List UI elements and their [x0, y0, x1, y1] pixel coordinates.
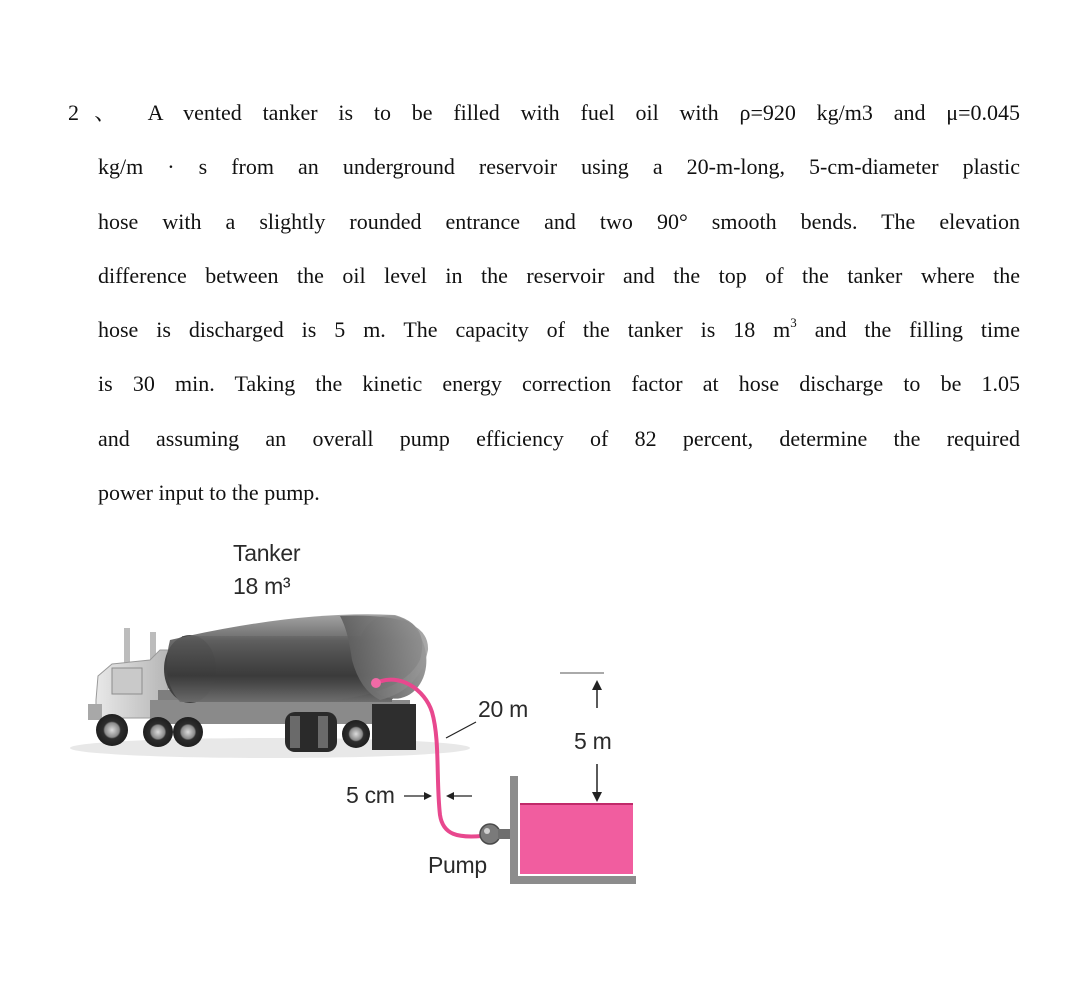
- tanker-volume-label: 18 m³: [233, 573, 291, 599]
- problem-line-4: difference between the oil level in the reservoir and the top of the tanker where the: [98, 262, 1020, 288]
- hose-diameter-label: 5 cm: [346, 782, 395, 808]
- hose-length-leader: [446, 722, 476, 738]
- elevation-label: 5 m: [574, 728, 612, 754]
- problem-number: 2、: [68, 100, 132, 125]
- hose-length-label: 20 m: [478, 696, 528, 722]
- problem-statement: [68, 86, 1020, 520]
- problem-line-5: hose is discharged is 5 m. The capacity of the tanker is 18 $m^3$ and the filling time: [98, 315, 1020, 343]
- problem-line-1: 2、 A vented tanker is to be filled with fuel oil with ρ=920 kg/m3 and μ=0.045: [68, 100, 1020, 125]
- tanker-diagram: [0, 530, 1080, 930]
- problem-line-6: is 30 min. Taking the kinetic energy correction factor at hose discharge to be 1.05: [98, 371, 1020, 397]
- reservoir: [510, 776, 636, 884]
- trailer-bumper: [372, 704, 416, 750]
- superscript-cubed: 3: [790, 315, 797, 331]
- tank-body: [164, 609, 434, 705]
- tanker-illustration: [0, 530, 1080, 930]
- problem-line-3: hose with a slightly rounded entrance and two 90° smooth bends. The elevation: [98, 208, 1020, 234]
- problem-line-2: kg/m · s from an underground reservoir using a 20-m-long, 5-cm-diameter plastic: [98, 154, 1020, 180]
- tanker-label: Tanker: [233, 540, 301, 566]
- problem-line-7: and assuming an overall pump efficiency of 82 percent, determine the required: [98, 425, 1020, 451]
- hose-outlet: [371, 678, 381, 688]
- pump-label: Pump: [428, 852, 487, 878]
- pump: [480, 824, 510, 844]
- problem-line-8: power input to the pump.: [98, 480, 320, 506]
